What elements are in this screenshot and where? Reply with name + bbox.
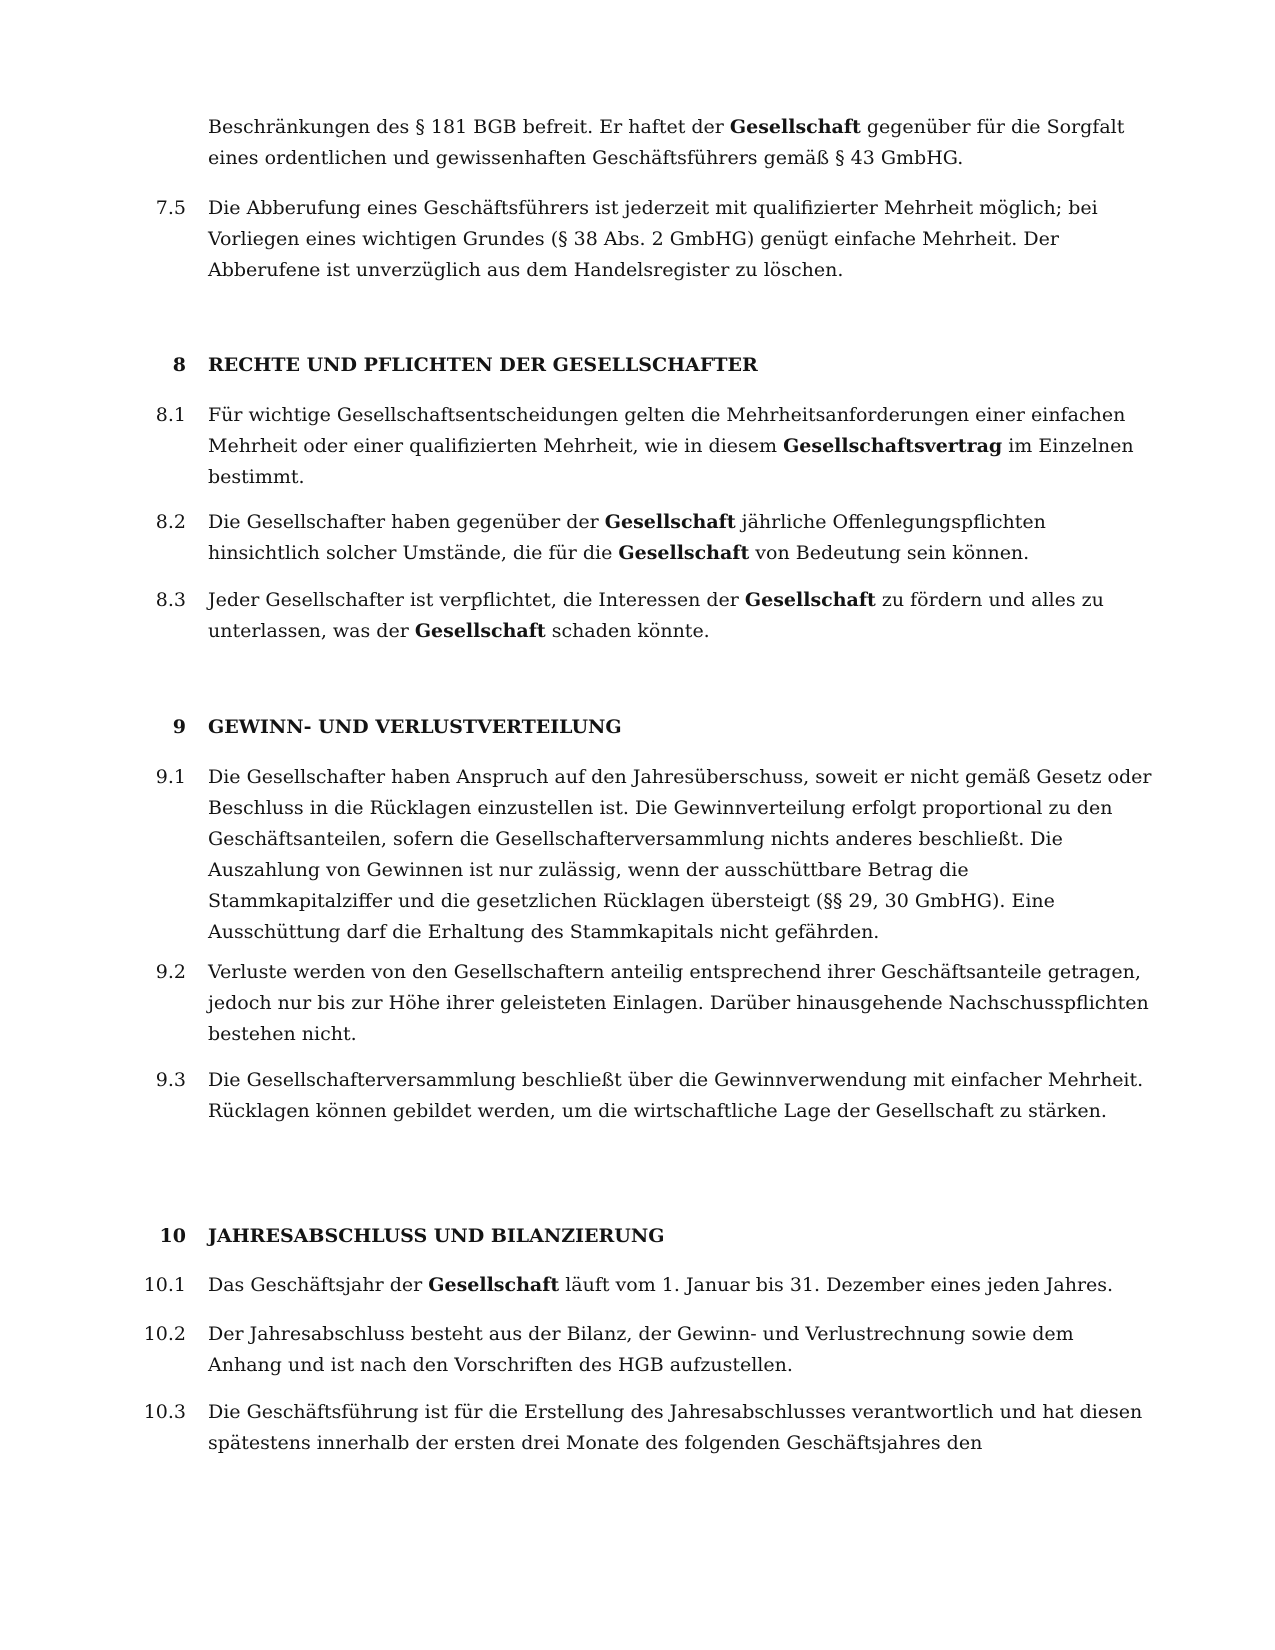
- clause-text: [208, 762, 1153, 948]
- text-run: Jeder Gesellschafter ist verpflichtet, die Interessen der: [208, 589, 745, 611]
- text-run: schaden könnte.: [545, 620, 710, 642]
- clause-text: [208, 1397, 1153, 1459]
- clause-text: [208, 585, 1153, 647]
- clause-number: 8.1: [155, 404, 186, 426]
- section-number: 9: [172, 716, 186, 738]
- defined-term: Gesellschaftsvertrag: [783, 435, 1003, 457]
- text-run: Beschränkungen des § 181 BGB befreit. Er haftet der: [208, 116, 730, 138]
- defined-term: Gesellschaft: [729, 116, 861, 138]
- clause-text: [208, 1319, 1153, 1381]
- text-run: läuft vom 1. Januar bis 31. Dezember eines jeden Jahres.: [559, 1274, 1114, 1296]
- text-run: im Einzelnen bestimmt.: [208, 435, 1134, 488]
- clause-number: 10.3: [143, 1401, 186, 1423]
- text-run: Die Gesellschafterversammlung beschließt über die Gewinnverwendung mit einfacher Mehrheit. Rücklagen können gebildet werden, um die wirtschaftliche Lage der Gesellschaft zu stärken.: [208, 1069, 1144, 1122]
- text-run: zu fördern und alles zu unterlassen, was der: [208, 589, 1104, 642]
- clause-number: 9.3: [155, 1069, 186, 1091]
- text-run: Die Gesellschafter haben Anspruch auf den Jahresüberschuss, soweit er nicht gemäß Gesetz oder Beschluss in die Rücklagen einzustellen ist. Die Gewinnverteilung erfolgt proportional zu den Geschäftsanteilen, sofern die Gesellschafterversammlung nichts anderes beschließt. Die Auszahlung von Gewinnen ist nur zulässig, wenn der ausschüttbare Betrag die Stammkapitalziffer und die gesetzlichen Rücklagen übersteigt (§§ 29, 30 GmbHG). Eine Ausschüttung darf die Erhaltung des Stammkapitals nicht gefährden.: [208, 766, 1152, 943]
- text-run: Die Abberufung eines Geschäftsführers ist jederzeit mit qualifizierter Mehrheit möglich; bei Vorliegen eines wichtigen Grundes (§ 38 Abs. 2 GmbHG) genügt einfache Mehrheit. Der Abberufene ist unverzüglich aus dem Handelsregister zu löschen.: [208, 197, 1098, 281]
- defined-term: Gesellschaft: [618, 542, 750, 564]
- defined-term: Gesellschaft: [604, 511, 736, 533]
- clause-number: 10.1: [143, 1274, 186, 1296]
- clause-number: 9.2: [155, 961, 186, 983]
- clause-text: [208, 193, 1153, 286]
- text-run: von Bedeutung sein können.: [749, 542, 1030, 564]
- section-number: 10: [159, 1225, 186, 1247]
- text-run: jährliche Offenlegungspflichten hinsichtlich solcher Umstände, die für die: [208, 511, 1046, 564]
- defined-term: Gesellschaft: [744, 589, 876, 611]
- clause-text: [208, 112, 1153, 174]
- defined-term: Gesellschaft: [428, 1274, 560, 1296]
- clause-text: [208, 957, 1153, 1050]
- clause-number: 8.3: [155, 589, 186, 611]
- text-run: Die Geschäftsführung ist für die Erstellung des Jahresabschlusses verantwortlich und hat diesen spätestens innerhalb der ersten drei Monate des folgenden Geschäftsjahres den: [208, 1401, 1143, 1454]
- defined-term: Gesellschaft: [414, 620, 546, 642]
- clause-number: 9.1: [155, 766, 186, 788]
- section-title: GEWINN- UND VERLUSTVERTEILUNG: [208, 716, 622, 738]
- text-run: Der Jahresabschluss besteht aus der Bilanz, der Gewinn- und Verlustrechnung sowie dem Anhang und ist nach den Vorschriften des HGB aufzustellen.: [208, 1323, 1074, 1376]
- clause-text: [208, 400, 1153, 493]
- clause-text: [208, 1065, 1153, 1127]
- section-number: 8: [172, 354, 186, 376]
- text-run: Für wichtige Gesellschaftsentscheidungen gelten die Mehrheitsanforderungen einer einfachen Mehrheit oder einer qualifizierten Mehrheit, wie in diesem: [208, 404, 1126, 457]
- clause-number: 10.2: [143, 1323, 186, 1345]
- text-run: Die Gesellschafter haben gegenüber der: [208, 511, 605, 533]
- clause-number: 7.5: [155, 197, 186, 219]
- text-run: Verluste werden von den Gesellschaftern anteilig entsprechend ihrer Geschäftsanteile getragen, jedoch nur bis zur Höhe ihrer geleisteten Einlagen. Darüber hinausgehende Nachschusspflichten bestehen nicht.: [208, 961, 1149, 1045]
- section-title: JAHRESABSCHLUSS UND BILANZIERUNG: [208, 1225, 665, 1247]
- text-run: Das Geschäftsjahr der: [208, 1274, 429, 1296]
- text-run: gegenüber für die Sorgfalt eines ordentlichen und gewissenhaften Geschäftsführers gemäß § 43 GmbHG.: [208, 116, 1125, 169]
- clause-number: 8.2: [155, 511, 186, 533]
- clause-text: [208, 1270, 1153, 1301]
- section-title: RECHTE UND PFLICHTEN DER GESELLSCHAFTER: [208, 354, 758, 376]
- clause-text: [208, 507, 1153, 569]
